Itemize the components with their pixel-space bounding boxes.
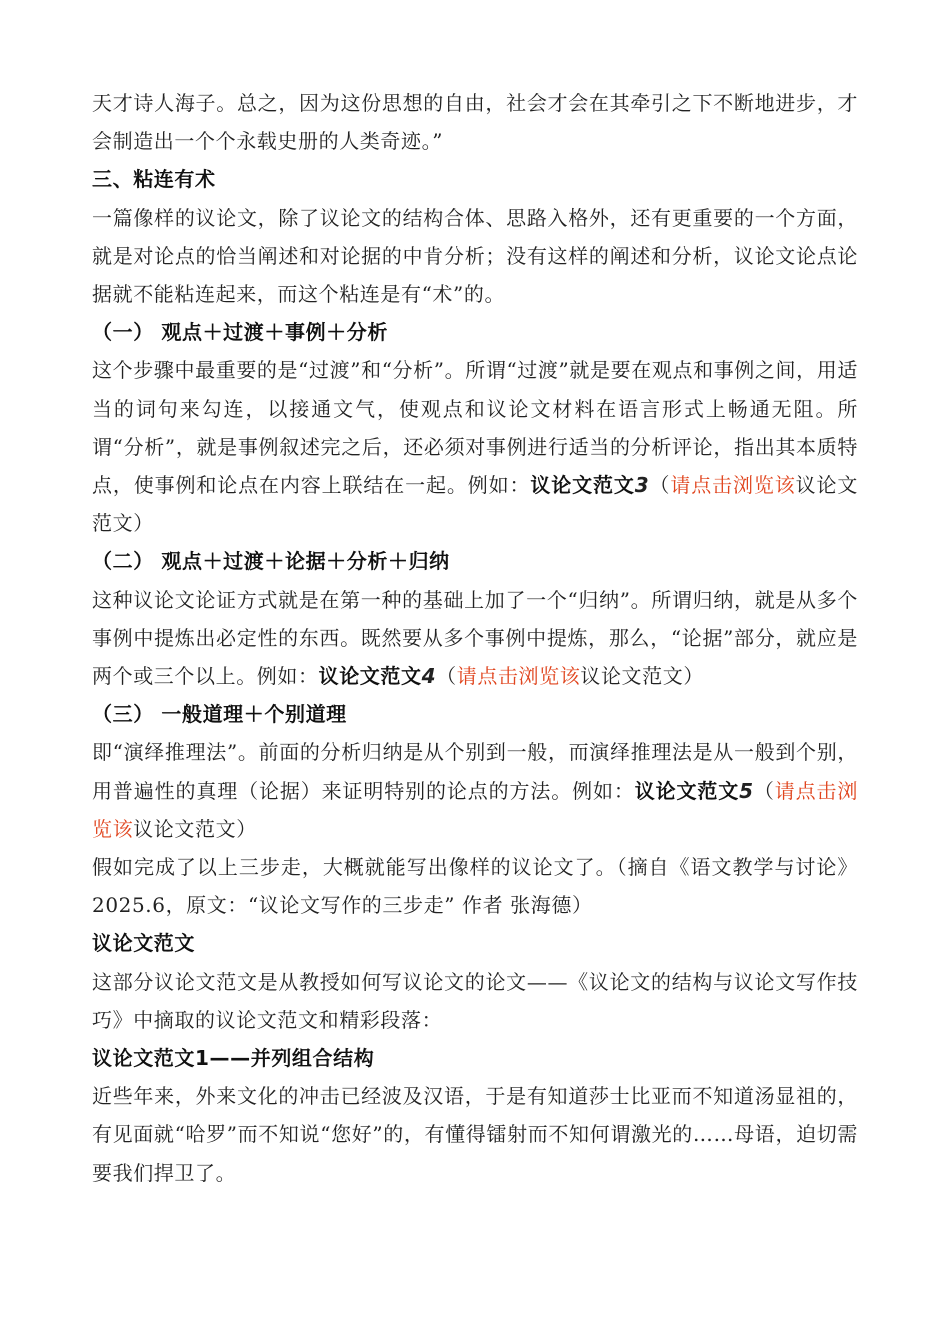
sample-3-link[interactable]: 请点击浏览该 — [670, 473, 796, 498]
paragraph-step-three — [92, 733, 858, 848]
paren-open: （ — [436, 664, 457, 689]
sample-5-link[interactable]: 请点击浏览该 — [92, 778, 859, 841]
subheading-two: （二） 观点＋过渡＋论据＋分析＋归纳 — [92, 549, 450, 574]
paren-open: （ — [649, 473, 671, 498]
paragraph-summary: 假如完成了以上三步走，大概就能写出像样的议论文了。（摘自《语文教学与讨论》2025.6，原文：“议论文写作的三步走” 作者 张海德） — [92, 855, 858, 918]
sample-ref-label: 议论文范文 — [530, 473, 635, 498]
paragraph-sample-intro: 这部分议论文范文是从教授如何写议论文的论文——《议论文的结构与议论文写作技巧》中摘取的议论文范文和精彩段落： — [92, 969, 858, 1032]
paren-tail: 议论文范文） — [580, 664, 704, 689]
paragraph-step-three-text: 即“演绎推理法”。前面的分析归纳是从个别到一般，而演绎推理法是从一般到个别，用普遍性的真理（论据）来证明特别的论点的方法。例如： — [92, 740, 858, 803]
paren-tail: 议论文范文） — [92, 473, 859, 536]
sample-ref-number: 5 — [739, 778, 754, 803]
sample-ref-number: 3 — [634, 473, 650, 498]
paragraph-step-one-text: 这个步骤中最重要的是“过渡”和“分析”。所谓“过渡”就是要在观点和事例之间，用适当的词句来勾连，以接通文气，使观点和议论文材料在语言形式上畅通无阻。所谓“分析”，就是事例叙述完之后，还必须对事例进行适当的分析评论，指出其本质特点，使事例和论点在内容上联结在一起。例如： — [92, 358, 858, 498]
sample-4-link[interactable]: 请点击浏览该 — [456, 664, 581, 689]
sample-ref-label: 议论文范文 — [318, 664, 422, 689]
paragraph-continuation: 天才诗人海子。总之，因为这份思想的自由，社会才会在其牵引之下不断地进步，才会制造出一个个永载史册的人类奇迹。” — [92, 91, 858, 154]
paragraph-step-two — [92, 581, 858, 696]
section-heading-three: 三、粘连有术 — [92, 167, 216, 192]
sample-ref-number: 4 — [421, 664, 437, 689]
paren-tail: 议论文范文） — [133, 816, 257, 841]
paragraph-step-one — [92, 351, 858, 542]
paren-open: （ — [753, 778, 775, 803]
paragraph-sample-1: 近些年来，外来文化的冲击已经波及汉语，于是有知道莎士比亚而不知道汤显祖的，有见面就“哈罗”而不知说“您好”的，有懂得镭射而不知何谓激光的……母语，迫切需要我们捍卫了。 — [92, 1084, 858, 1185]
subheading-one: （一） 观点＋过渡＋事例＋分析 — [92, 320, 388, 345]
subheading-three: （三） 一般道理＋个别道理 — [92, 702, 347, 727]
sample-ref-label: 议论文范文 — [634, 778, 740, 803]
paragraph-intro: 一篇像样的议论文，除了议论文的结构合体、思路入格外，还有更重要的一个方面，就是对论点的恰当阐述和对论据的中肯分析；没有这样的阐述和分析，议论文论点论据就不能粘连起来，而这个粘连是有“术”的。 — [92, 205, 858, 307]
paragraph-step-two-text: 这种议论文论证方式就是在第一种的基础上加了一个“归纳”。所谓归纳，就是从多个事例中提炼出必定性的东西。既然要从多个事例中提炼，那么，“论据”部分，就应是两个或三个以上。例如： — [92, 587, 858, 689]
heading-sample-essays: 议论文范文 — [92, 931, 195, 956]
heading-sample-1: 议论文范文1——并列组合结构 — [92, 1046, 375, 1071]
